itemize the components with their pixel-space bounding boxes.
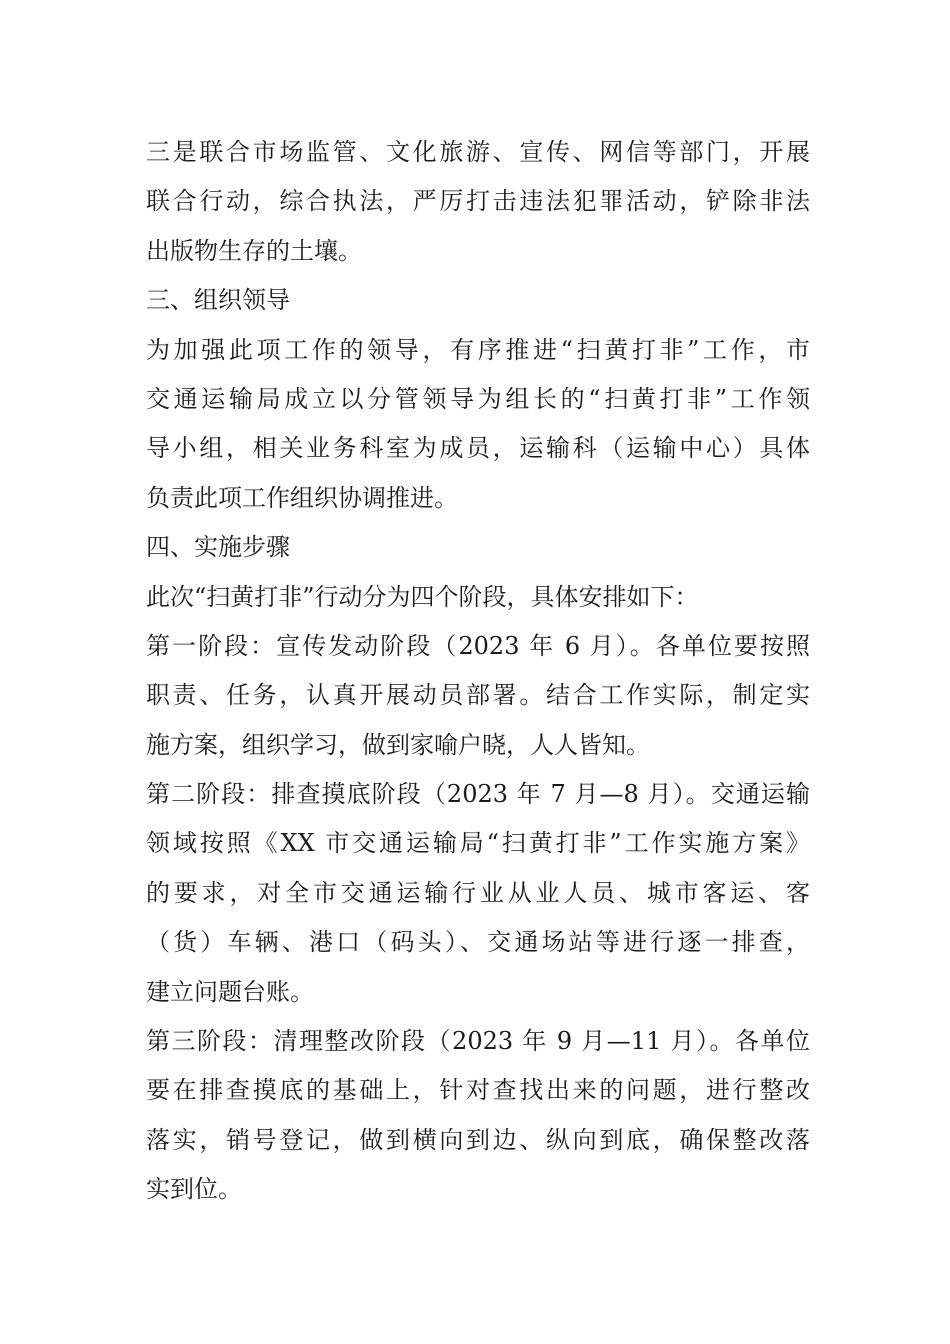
text-line: 领域按照《XX 市交通运输局“扫黄打非”工作实施方案》 (146, 829, 810, 858)
text-line: 联合行动，综合执法，严厉打击违法犯罪活动，铲除非法 (146, 187, 810, 216)
section-heading: 四、实施步骤 (146, 533, 290, 562)
text-line: 交通运输局成立以分管领导为组长的“扫黄打非”工作领 (146, 384, 810, 413)
text-line: 三是联合市场监管、文化旅游、宣传、网信等部门，开展 (146, 138, 810, 166)
text-line: 出版物生存的土壤。 (146, 236, 362, 265)
text-line: 落实，销号登记，做到横向到边、纵向到底，确保整改落 (146, 1125, 810, 1154)
text-line: 负责此项工作组织协调推进。 (146, 483, 458, 512)
text-line: 第二阶段：排查摸底阶段（2023 年 7 月—8 月）。交通运输 (146, 780, 810, 809)
text-line: 施方案，组织学习，做到家喻户晓，人人皆知。 (146, 730, 650, 759)
text-line: （货）车辆、港口（码头）、交通场站等进行逐一排查， (146, 928, 810, 957)
text-line: 建立问题台账。 (146, 977, 314, 1006)
text-line: 第一阶段：宣传发动阶段（2023 年 6 月）。各单位要按照 (146, 631, 810, 660)
text-line: 职责、任务，认真开展动员部署。结合工作实际，制定实 (146, 681, 810, 710)
text-line: 实到位。 (146, 1175, 242, 1204)
text-line: 为加强此项工作的领导，有序推进“扫黄打非”工作，市 (146, 335, 810, 364)
text-line: 此次“扫黄打非”行动分为四个阶段，具体安排如下： (146, 582, 699, 611)
section-heading: 三、组织领导 (146, 286, 290, 315)
text-line: 导小组，相关业务科室为成员，运输科（运输中心）具体 (146, 434, 810, 463)
text-line: 的要求，对全市交通运输行业从业人员、城市客运、客 (146, 878, 810, 907)
text-line: 要在排查摸底的基础上，针对查找出来的问题，进行整改 (146, 1076, 810, 1105)
document-body (146, 128, 810, 1215)
text-line: 第三阶段：清理整改阶段（2023 年 9 月—11 月）。各单位 (146, 1027, 810, 1056)
